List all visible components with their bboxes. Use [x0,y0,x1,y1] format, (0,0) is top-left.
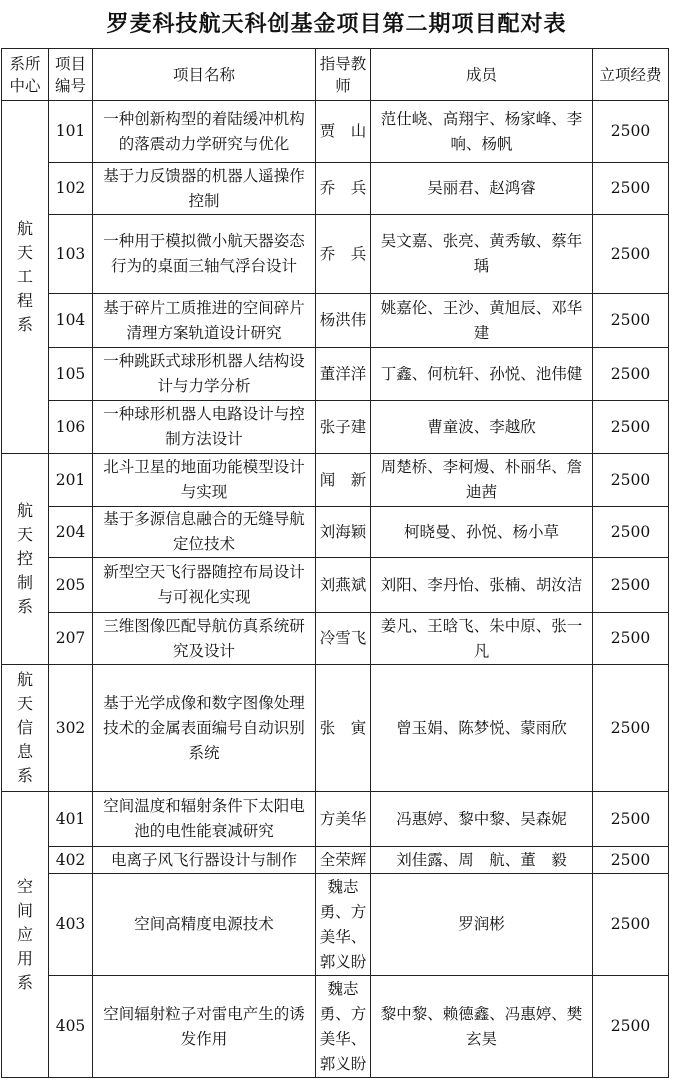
members-cell: 吴丽君、赵鸿睿 [371,163,593,215]
advisor-cell: 乔 兵 [316,163,371,215]
department-cell [2,665,49,792]
advisor-cell: 方美华 [316,792,371,847]
project-code: 204 [49,507,93,558]
members-cell: 冯惠婷、黎中黎、吴森妮 [371,792,593,847]
members-cell: 曹童波、李越欣 [371,401,593,454]
advisor-cell: 贾 山 [316,101,371,163]
advisor-cell: 董洋洋 [316,348,371,401]
funding-cell: 2500 [593,294,669,348]
members-cell: 曾玉娟、陈梦悦、蒙雨欣 [371,665,593,792]
advisor-cell: 张子建 [316,401,371,454]
members-cell: 刘阳、李丹怡、张楠、胡汝洁 [371,558,593,613]
advisor-cell: 冷雪飞 [316,613,371,665]
funding-cell: 2500 [593,874,669,976]
project-code: 101 [49,101,93,163]
members-cell: 周楚桥、李柯熳、朴丽华、詹迪茜 [371,454,593,507]
project-code: 207 [49,613,93,665]
funding-cell: 2500 [593,613,669,665]
members-cell: 吴文嘉、张亮、黄秀敏、蔡年瑀 [371,215,593,294]
funding-cell: 2500 [593,792,669,847]
project-code: 201 [49,454,93,507]
project-code: 104 [49,294,93,348]
project-name: 三维图像匹配导航仿真系统研究及设计 [93,613,316,665]
header-dept: 系所中心 [2,49,49,101]
advisor-cell: 张 寅 [316,665,371,792]
table-row [2,454,669,507]
project-code: 205 [49,558,93,613]
project-code: 105 [49,348,93,401]
project-name: 一种球形机器人电路设计与控制方法设计 [93,401,316,454]
funding-cell: 2500 [593,976,669,1078]
project-name: 一种创新构型的着陆缓冲机构的落震动力学研究与优化 [93,101,316,163]
project-name: 新型空天飞行器随控布局设计与可视化实现 [93,558,316,613]
members-cell: 柯晓曼、孙悦、杨小草 [371,507,593,558]
project-name: 空间高精度电源技术 [93,874,316,976]
project-code: 401 [49,792,93,847]
table-row [2,874,669,976]
table-row [2,294,669,348]
project-name: 基于力反馈器的机器人遥操作控制 [93,163,316,215]
department-cell [2,101,49,454]
members-cell: 范仕峣、高翔宇、杨家峰、李响、杨帆 [371,101,593,163]
project-name: 一种跳跃式球形机器人结构设计与力学分析 [93,348,316,401]
department-cell [2,792,49,1078]
table-row [2,215,669,294]
project-name: 北斗卫星的地面功能模型设计与实现 [93,454,316,507]
project-code: 106 [49,401,93,454]
header-advisor: 指导教师 [316,49,371,101]
funding-cell: 2500 [593,215,669,294]
header-name: 项目名称 [93,49,316,101]
project-name: 空间辐射粒子对雷电产生的诱发作用 [93,976,316,1078]
project-name: 基于光学成像和数字图像处理技术的金属表面编号自动识别系统 [93,665,316,792]
table-row [2,976,669,1078]
project-code: 403 [49,874,93,976]
members-cell: 罗润彬 [371,874,593,976]
project-code: 103 [49,215,93,294]
department-cell [2,454,49,665]
members-cell: 丁鑫、何杭轩、孙悦、池伟健 [371,348,593,401]
project-name: 一种用于模拟微小航天器姿态行为的桌面三轴气浮台设计 [93,215,316,294]
advisor-cell: 闻 新 [316,454,371,507]
advisor-cell: 杨洪伟 [316,294,371,348]
funding-cell: 2500 [593,101,669,163]
header-funding: 立项经费 [593,49,669,101]
project-code: 405 [49,976,93,1078]
project-table [1,48,669,1078]
document-title: 罗麦科技航天科创基金项目第二期项目配对表 [106,11,567,37]
table-row [2,613,669,665]
table-row [2,401,669,454]
vertical-text: 空 间 应 用 系 [16,876,33,992]
project-name: 电离子风飞行器设计与制作 [93,847,316,874]
table-row [2,348,669,401]
advisor-cell: 刘海颖 [316,507,371,558]
advisor-cell: 乔 兵 [316,215,371,294]
members-cell: 姚嘉伦、王沙、黄旭辰、邓华建 [371,294,593,348]
advisor-cell: 刘燕斌 [316,558,371,613]
header-row [2,49,669,101]
funding-cell: 2500 [593,401,669,454]
funding-cell: 2500 [593,348,669,401]
project-code: 102 [49,163,93,215]
funding-cell: 2500 [593,665,669,792]
advisor-cell: 魏志勇、方美华、郭义盼 [316,976,371,1078]
table-row [2,792,669,847]
advisor-cell: 魏志勇、方美华、郭义盼 [316,874,371,976]
project-name: 基于碎片工质推进的空间碎片清理方案轨道设计研究 [93,294,316,348]
funding-cell: 2500 [593,163,669,215]
table-row [2,665,669,792]
members-cell: 刘佳露、周 航、董 毅 [371,847,593,874]
members-cell: 姜凡、王晗飞、朱中原、张一凡 [371,613,593,665]
header-code: 项目编号 [49,49,93,101]
header-members: 成员 [371,49,593,101]
project-code: 402 [49,847,93,874]
funding-cell: 2500 [593,558,669,613]
table-row [2,163,669,215]
project-code: 302 [49,665,93,792]
advisor-cell: 全荣辉 [316,847,371,874]
table-row [2,507,669,558]
vertical-text: 航 天 信 息 系 [16,670,33,785]
vertical-text: 航 天 控 制 系 [16,501,33,616]
project-name: 基于多源信息融合的无缝导航定位技术 [93,507,316,558]
vertical-text: 航 天 工 程 系 [16,219,33,334]
members-cell: 黎中黎、赖德鑫、冯惠婷、樊玄昊 [371,976,593,1078]
funding-cell: 2500 [593,847,669,874]
funding-cell: 2500 [593,507,669,558]
project-name: 空间温度和辐射条件下太阳电池的电性能衰减研究 [93,792,316,847]
funding-cell: 2500 [593,454,669,507]
table-row [2,847,669,874]
table-row [2,101,669,163]
table-row [2,558,669,613]
